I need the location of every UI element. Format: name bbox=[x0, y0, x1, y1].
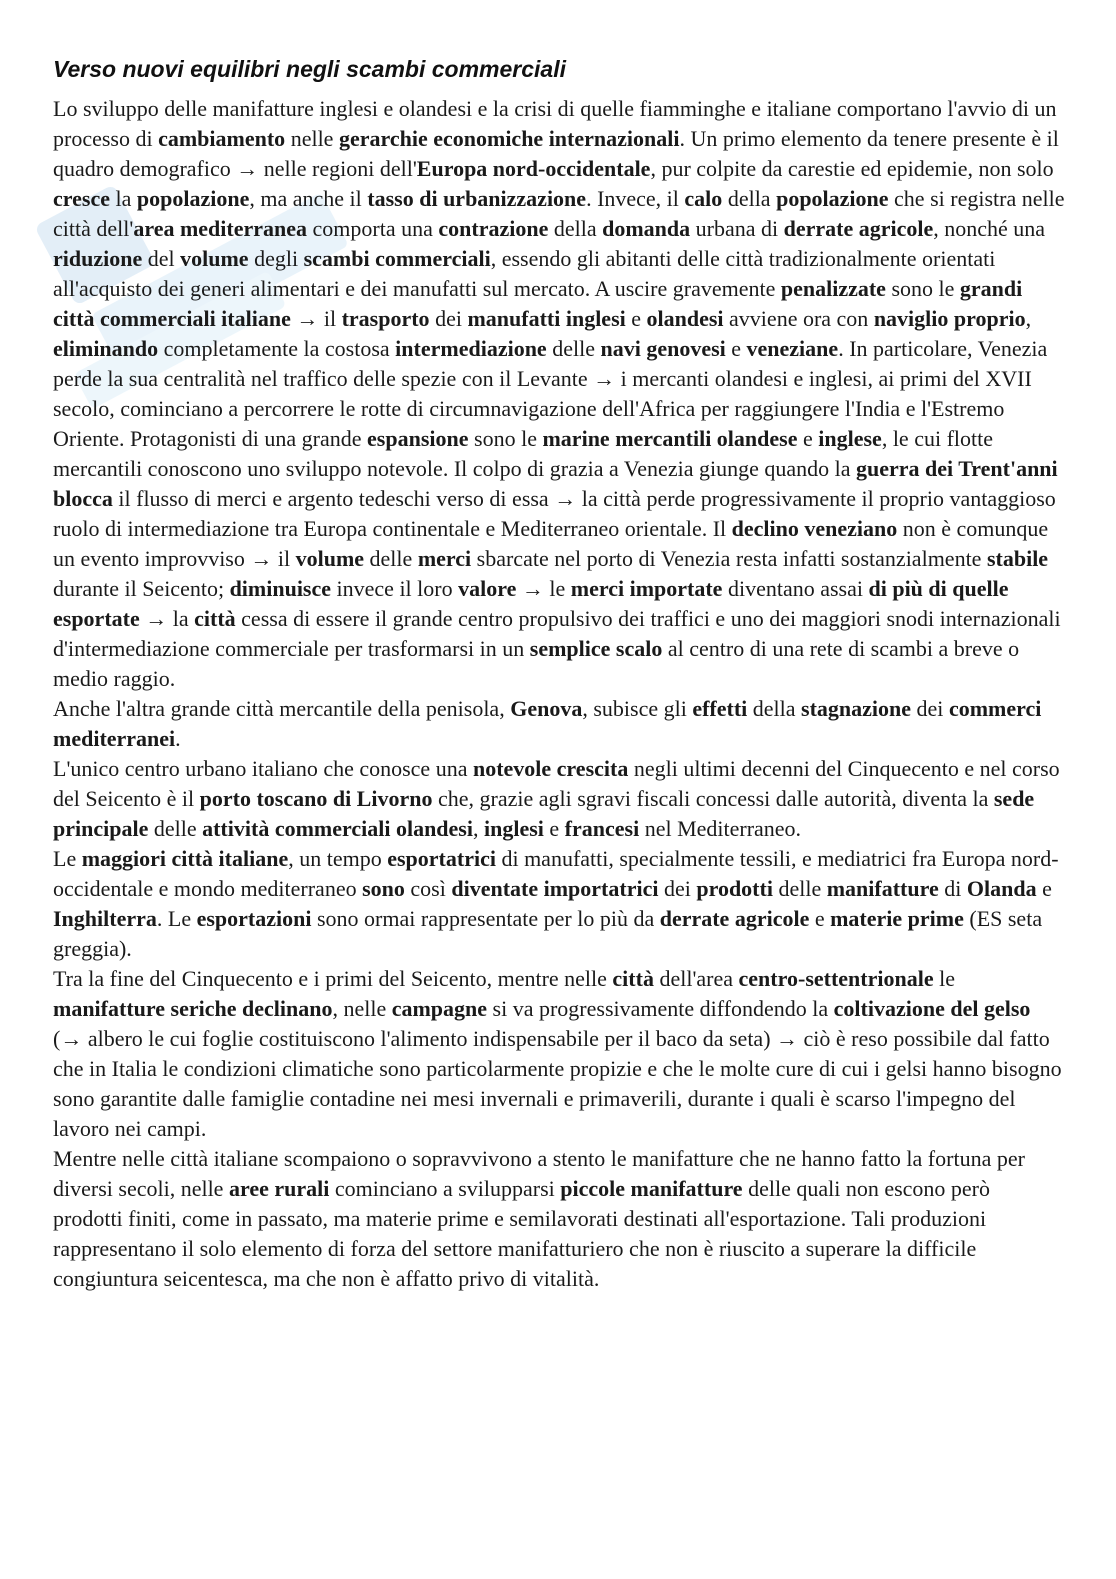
text-run: delle bbox=[364, 546, 418, 571]
text-run: Lo sviluppo delle manifatture inglesi e olandesi e la crisi di quelle fiamminghe e italiane comportano l'avvio di un processo di bbox=[53, 96, 1057, 151]
bold-text: cambiamento bbox=[158, 126, 286, 151]
text-run: . bbox=[175, 726, 181, 751]
bold-text: merci importate bbox=[570, 576, 723, 601]
text-run: e bbox=[543, 816, 565, 841]
bold-text: calo bbox=[684, 186, 723, 211]
bold-text: veneziane bbox=[746, 336, 839, 361]
bold-text: volume bbox=[295, 546, 365, 571]
bold-text: centro-settentrionale bbox=[738, 966, 934, 991]
bold-text: di più di quelle esportate bbox=[53, 576, 1009, 631]
text-run: . Invece, il bbox=[586, 186, 685, 211]
text-run: Anche l'altra grande città mercantile della penisola, bbox=[53, 696, 511, 721]
text-run: . Le bbox=[156, 906, 197, 931]
bold-text: materie prime bbox=[830, 906, 964, 931]
text-run: nelle bbox=[285, 126, 339, 151]
text-run: le bbox=[933, 966, 955, 991]
text-run: della bbox=[747, 696, 802, 721]
bold-text: volume bbox=[180, 246, 249, 271]
text-run: comporta una bbox=[307, 216, 439, 241]
bold-text: manifatture bbox=[826, 876, 939, 901]
text-run: Mentre nelle città italiane scompaiono o sopravvivono a stento le manifatture che ne hanno fatto la fortuna per diversi secoli, nelle bbox=[53, 1146, 1025, 1201]
bold-text: notevole crescita bbox=[472, 756, 629, 781]
bold-text: esportatrici bbox=[387, 846, 496, 871]
text-run: e bbox=[725, 336, 747, 361]
text-run: delle bbox=[546, 336, 601, 361]
text-run: Tra la fine del Cinquecento e i primi del Seicento, mentre nelle bbox=[53, 966, 613, 991]
text-run: del bbox=[142, 246, 181, 271]
text-run: Le bbox=[53, 846, 82, 871]
bold-text: prodotti bbox=[696, 876, 773, 901]
bold-text: naviglio proprio bbox=[873, 306, 1026, 331]
text-run: urbana di bbox=[690, 216, 784, 241]
bold-text: contrazione bbox=[438, 216, 549, 241]
bold-text: manufatti inglesi bbox=[467, 306, 626, 331]
bold-text: derrate agricole bbox=[659, 906, 810, 931]
text-run: dell'area bbox=[653, 966, 739, 991]
bold-text: popolazione bbox=[776, 186, 889, 211]
bold-text: navi genovesi bbox=[600, 336, 726, 361]
text-run: il bbox=[318, 306, 342, 331]
text-run: , pur colpite da carestie ed epidemie, non solo bbox=[650, 156, 1054, 181]
bold-text: Genova bbox=[510, 696, 583, 721]
bold-text: inglese bbox=[818, 426, 882, 451]
text-run: delle bbox=[148, 816, 203, 841]
bold-text: declino veneziano bbox=[731, 516, 898, 541]
bold-text: domanda bbox=[602, 216, 691, 241]
bold-text: guerra dei Trent'anni blocca bbox=[53, 456, 1058, 511]
bold-text: campagne bbox=[391, 996, 488, 1021]
bold-text: Olanda bbox=[966, 876, 1037, 901]
paragraph bbox=[53, 94, 1065, 694]
bold-text: tasso di urbanizzazione bbox=[367, 186, 587, 211]
bold-text: commerci mediterranei bbox=[53, 696, 1042, 751]
text-run: negli ultimi decenni del Cinquecento e nel corso del Seicento è il bbox=[53, 756, 1060, 811]
bold-text: popolazione bbox=[136, 186, 250, 211]
text-run: si va progressivamente diffondendo la bbox=[487, 996, 834, 1021]
bold-text: stabile bbox=[986, 546, 1049, 571]
text-run: diventano assai bbox=[722, 576, 869, 601]
text-run: sono le bbox=[468, 426, 543, 451]
bold-text: esportazioni bbox=[196, 906, 312, 931]
bold-text: aree rurali bbox=[228, 1176, 330, 1201]
text-run: , un tempo bbox=[288, 846, 388, 871]
text-run: . Un primo elemento da tenere presente è il quadro demografico → nelle regioni dell' bbox=[53, 126, 1059, 181]
text-run: al centro di una rete di scambi a breve o medio raggio. bbox=[53, 636, 1020, 691]
paragraph bbox=[53, 1144, 1065, 1294]
text-run: così bbox=[404, 876, 452, 901]
text-run: durante il Seicento; bbox=[53, 576, 230, 601]
bold-text: semplice scalo bbox=[529, 636, 663, 661]
bold-text: diventate importatrici bbox=[451, 876, 659, 901]
text-run: non è comunque un evento improvviso → il bbox=[53, 516, 1049, 571]
text-run: nel Mediterraneo. bbox=[639, 816, 802, 841]
text-run: , le cui flotte mercantili conoscono uno sviluppo notevole. Il colpo di grazia a Venezia giunge quando la bbox=[53, 426, 993, 481]
bold-text: derrate agricole bbox=[783, 216, 934, 241]
text-run: → la bbox=[139, 606, 195, 631]
paragraph bbox=[53, 964, 1065, 1144]
bold-text: sede principale bbox=[53, 786, 1035, 841]
bold-text: cresce bbox=[53, 186, 110, 211]
text-run: invece il loro bbox=[331, 576, 459, 601]
bold-text: intermediazione bbox=[395, 336, 547, 361]
bold-text: olandesi bbox=[646, 306, 724, 331]
text-run: della bbox=[548, 216, 603, 241]
text-run: . In particolare, Venezia perde la sua centralità nel traffico delle spezie con il Levante → i mercanti olandesi e inglesi, ai primi del XVII secolo, cominciano a percorrere le rotte di circumnavigazione dell'Africa per raggiungere l'India e l'Estremo Oriente. Protagonisti di una grande bbox=[53, 336, 1048, 451]
bold-text: riduzione bbox=[53, 246, 143, 271]
bold-text: Europa nord-occidentale bbox=[416, 156, 651, 181]
document-body bbox=[53, 94, 1065, 1294]
text-run: , subisce gli bbox=[582, 696, 693, 721]
bold-text: scambi commerciali bbox=[303, 246, 491, 271]
text-run: dei bbox=[911, 696, 949, 721]
text-run: sono ormai rappresentate per lo più da bbox=[311, 906, 660, 931]
text-run: sono le bbox=[885, 276, 960, 301]
document-page bbox=[53, 54, 1065, 1294]
bold-text: trasporto bbox=[341, 306, 430, 331]
text-run: cominciano a svilupparsi bbox=[329, 1176, 561, 1201]
text-run: completamente la costosa bbox=[158, 336, 396, 361]
bold-text: inglesi bbox=[483, 816, 544, 841]
text-run: , ma anche il bbox=[249, 186, 368, 211]
text-run: e bbox=[809, 906, 831, 931]
bold-text: francesi bbox=[564, 816, 640, 841]
bold-text: grandi città commerciali italiane → bbox=[53, 276, 1023, 331]
text-run: , nelle bbox=[332, 996, 392, 1021]
bold-text: marine mercantili olandese bbox=[542, 426, 798, 451]
text-run: (→ albero le cui foglie costituiscono l'alimento indispensabile per il baco da seta) → ciò è reso possibile dal fatto che in Italia le condizioni climatiche sono particolarmente propizie e che le molte cure di cui i gelsi hanno bisogno sono garantite dalle famiglie contadine nei mesi invernali e primaverili, durante i quali è scarso l'impegno del lavoro nei campi. bbox=[53, 1026, 1062, 1141]
bold-text: gerarchie economiche internazionali bbox=[338, 126, 680, 151]
bold-text: città bbox=[612, 966, 654, 991]
text-run: sbarcate nel porto di Venezia resta infatti sostanzialmente bbox=[471, 546, 987, 571]
bold-text: manifatture seriche declinano bbox=[53, 996, 333, 1021]
text-run: e bbox=[1036, 876, 1052, 901]
text-run: e bbox=[625, 306, 647, 331]
bold-text: penalizzate bbox=[780, 276, 886, 301]
text-run: , bbox=[1025, 306, 1032, 331]
bold-text: piccole manifatture bbox=[560, 1176, 743, 1201]
text-run: , nonché una bbox=[933, 216, 1046, 241]
text-run: dei bbox=[658, 876, 697, 901]
text-run: delle quali non escono però prodotti finiti, come in passato, ma materie prime e semilavorati destinati all'esportazione. Tali produzioni rappresentano il solo elemento di forza del settore manifatturiero che non è riuscito a superare la difficile congiuntura seicentesca, ma che non è affatto privo di vitalità. bbox=[53, 1176, 991, 1291]
text-run: avviene ora con bbox=[723, 306, 874, 331]
text-run: → le bbox=[516, 576, 571, 601]
text-run: che, grazie agli sgravi fiscali concessi dalle autorità, diventa la bbox=[432, 786, 994, 811]
text-run: L'unico centro urbano italiano che conosce una bbox=[53, 756, 473, 781]
bold-text: eliminando bbox=[53, 336, 159, 361]
bold-text: espansione bbox=[367, 426, 469, 451]
text-run: (ES seta greggia). bbox=[53, 906, 1043, 961]
bold-text: maggiori città italiane bbox=[81, 846, 289, 871]
bold-text: effetti bbox=[692, 696, 748, 721]
bold-text: attività commerciali olandesi bbox=[202, 816, 473, 841]
paragraph bbox=[53, 844, 1065, 964]
bold-text: area mediterranea bbox=[133, 216, 308, 241]
bold-text: coltivazione del gelso bbox=[833, 996, 1031, 1021]
text-run: di manufatti, specialmente tessili, e mediatrici fra Europa nord-occidentale e mondo mediterraneo bbox=[53, 846, 1059, 901]
text-run: che si registra nelle città dell' bbox=[53, 186, 1065, 241]
bold-text: Inghilterra bbox=[53, 906, 157, 931]
text-run: della bbox=[722, 186, 777, 211]
paragraph bbox=[53, 694, 1065, 754]
bold-text: sono bbox=[362, 876, 405, 901]
bold-text: valore bbox=[458, 576, 517, 601]
text-run: delle bbox=[772, 876, 827, 901]
bold-text: porto toscano di Livorno bbox=[199, 786, 433, 811]
text-run: , bbox=[472, 816, 484, 841]
bold-text: città bbox=[194, 606, 236, 631]
text-run: cessa di essere il grande centro propulsivo dei traffici e uno dei maggiori snodi internazionali d'intermediazione commerciale per trasformarsi in un bbox=[53, 606, 1061, 661]
text-run: il flusso di merci e argento tedeschi verso di essa → la città perde progressivamente il proprio vantaggioso ruolo di intermediazione tra Europa continentale e Mediterraneo orientale. Il bbox=[53, 486, 1056, 541]
text-run: la bbox=[110, 186, 137, 211]
bold-text: merci bbox=[417, 546, 472, 571]
text-run: di bbox=[938, 876, 967, 901]
document-title: Verso nuovi equilibri negli scambi commerciali bbox=[53, 56, 566, 82]
paragraph bbox=[53, 754, 1065, 844]
text-run: e bbox=[797, 426, 819, 451]
text-run: , essendo gli abitanti delle città tradizionalmente orientati all'acquisto dei generi alimentari e dei manufatti sul mercato. A uscire gravemente bbox=[53, 246, 996, 301]
text-run: dei bbox=[429, 306, 468, 331]
text-run: degli bbox=[248, 246, 304, 271]
bold-text: diminuisce bbox=[229, 576, 332, 601]
bold-text: stagnazione bbox=[801, 696, 912, 721]
